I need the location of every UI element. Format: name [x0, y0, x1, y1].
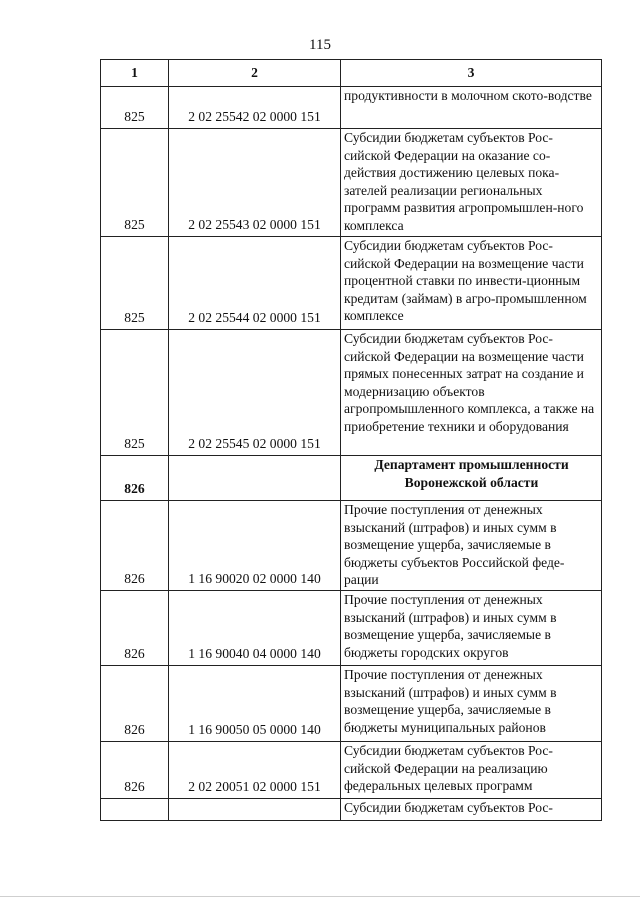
revenue-codes-table	[100, 59, 602, 821]
revenue-code-cell: 2 02 25543 02 0000 151	[169, 129, 341, 237]
department-row	[101, 456, 602, 501]
admin-code-cell: 826	[101, 591, 169, 666]
table-row	[101, 129, 602, 237]
admin-code-cell: 826	[101, 456, 169, 501]
revenue-code-cell	[169, 799, 341, 821]
revenue-name-cell: продуктивности в молочном ското-водстве	[341, 87, 602, 129]
table-header-row	[101, 60, 602, 87]
revenue-code-cell: 1 16 90040 04 0000 140	[169, 591, 341, 666]
admin-code-cell: 825	[101, 87, 169, 129]
department-name-cell: Департамент промышленности Воронежской области	[341, 456, 602, 501]
table-row	[101, 87, 602, 129]
admin-code-cell	[101, 799, 169, 821]
table-row	[101, 501, 602, 591]
revenue-name-cell: Субсидии бюджетам субъектов Рос-сийской Федерации на возмещение части прямых понесенных затрат на создание и модернизацию объектов агропромышленного комплекса, а также на приобретение техники и оборудования	[341, 330, 602, 456]
header-col-2: 2	[169, 60, 341, 87]
revenue-code-cell: 2 02 20051 02 0000 151	[169, 742, 341, 799]
table-row	[101, 591, 602, 666]
admin-code-cell: 825	[101, 237, 169, 330]
revenue-name-cell: Прочие поступления от денежных взысканий (штрафов) и иных сумм в возмещение ущерба, зачисляемые в бюджеты городских округов	[341, 591, 602, 666]
admin-code-cell: 825	[101, 330, 169, 456]
header-col-1: 1	[101, 60, 169, 87]
table-row	[101, 237, 602, 330]
revenue-code-cell: 2 02 25544 02 0000 151	[169, 237, 341, 330]
page-number: 115	[309, 37, 331, 53]
revenue-name-cell: Прочие поступления от денежных взысканий (штрафов) и иных сумм в возмещение ущерба, зачисляемые в бюджеты субъектов Российской феде-рации	[341, 501, 602, 591]
revenue-code-cell	[169, 456, 341, 501]
admin-code-cell: 826	[101, 501, 169, 591]
table-row	[101, 799, 602, 821]
revenue-name-cell: Прочие поступления от денежных взысканий (штрафов) и иных сумм в возмещение ущерба, зачисляемые в бюджеты муниципальных районов	[341, 666, 602, 742]
table-row	[101, 742, 602, 799]
revenue-name-cell: Субсидии бюджетам субъектов Рос-сийской Федерации на оказание со-действия достижению целевых пока-зателей реализации региональных программ развития агропромышлен-ного комплекса	[341, 129, 602, 237]
admin-code-cell: 825	[101, 129, 169, 237]
revenue-code-cell: 2 02 25545 02 0000 151	[169, 330, 341, 456]
page-bottom-divider	[0, 896, 640, 897]
revenue-code-cell: 2 02 25542 02 0000 151	[169, 87, 341, 129]
table-row	[101, 330, 602, 456]
revenue-name-cell: Субсидии бюджетам субъектов Рос-	[341, 799, 602, 821]
header-col-3: 3	[341, 60, 602, 87]
revenue-name-cell: Субсидии бюджетам субъектов Рос-сийской Федерации на возмещение части процентной ставки по инвести-ционным кредитам (займам) в агро-промышленном комплексе	[341, 237, 602, 330]
revenue-code-cell: 1 16 90050 05 0000 140	[169, 666, 341, 742]
admin-code-cell: 826	[101, 742, 169, 799]
revenue-name-cell: Субсидии бюджетам субъектов Рос-сийской Федерации на реализацию федеральных целевых программ	[341, 742, 602, 799]
admin-code-cell: 826	[101, 666, 169, 742]
revenue-code-cell: 1 16 90020 02 0000 140	[169, 501, 341, 591]
table-row	[101, 666, 602, 742]
